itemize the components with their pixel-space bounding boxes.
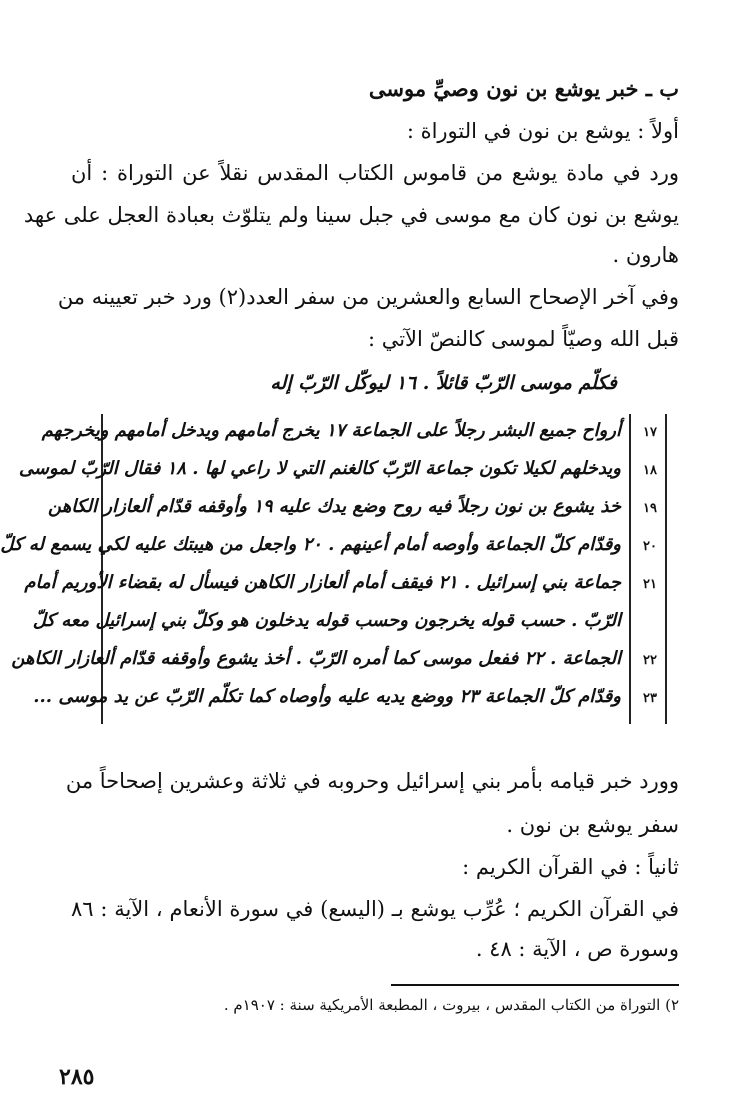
subsection-title-torah: أولاً : يوشع بن نون في التوراة : [406, 119, 679, 143]
verse-number: ٢١ [643, 577, 657, 592]
verse-text: جماعة بني إسرائيل . ٢١ فيقف أمام ألعازار الكاهن فيسأل له بقضاء الأوريم أمام [24, 572, 621, 593]
quote-intro: فكلّم موسى الرّبّ قائلاً . ١٦ ليوكّل الرّبّ إله [270, 372, 617, 394]
paragraph-line: وسورة ص ، الآية : ٤٨ . [475, 937, 679, 961]
verse-row [48, 490, 667, 528]
verse-text: أرواح جميع البشر رجلاً على الجماعة ١٧ يخرج أمامهم ويدخل أمامهم ويخرجهم [41, 420, 621, 441]
paragraph-line: ورد في مادة يوشع من قاموس الكتاب المقدس نقلاً عن التوراة : أن [71, 161, 679, 185]
verse-row [0, 528, 667, 566]
section-heading: ب ـ خبر يوشع بن نون وصيِّ موسى [368, 76, 679, 101]
paragraph-line: يوشع بن نون كان مع موسى في جبل سينا ولم يتلوّث بعبادة العجل على عهد [23, 203, 679, 227]
paragraph-line: سفر يوشع بن نون . [506, 813, 679, 837]
document-page [1, 0, 749, 1120]
verse-text: ويدخلهم لكيلا تكون جماعة الرّبّ كالغنم التي لا راعي لها . ١٨ فقال الرّبّ لموسى [18, 458, 621, 479]
verse-row [32, 604, 667, 642]
page-number: ٢٨٥ [59, 1064, 95, 1090]
paragraph-line: قبل الله وصيّاً لموسى كالنصّ الآتي : [367, 327, 679, 351]
paragraph-line: وفي آخر الإصحاح السابع والعشرين من سفر العدد(٢) ورد خبر تعيينه من [57, 285, 679, 309]
verse-text: الرّبّ . حسب قوله يخرجون وحسب قوله يدخلون هو وكلّ بني إسرائيل معه كلّ [32, 610, 621, 631]
verse-number: ٢٠ [643, 539, 657, 554]
scripture-quote [0, 372, 667, 724]
paragraph-line: وورد خبر قيامه بأمر بني إسرائيل وحروبه في ثلاثة وعشرين إصحاحاً من [65, 769, 679, 793]
footnote-divider [391, 984, 679, 986]
verse-row [33, 680, 667, 718]
verse-row [41, 414, 667, 452]
subsection-title-quran: ثانياً : في القرآن الكريم : [462, 855, 679, 879]
verse-row [18, 452, 667, 490]
verse-text: وقدّام كلّ الجماعة وأوصه أمام أعينهم . ٢٠ واجعل من هيبتك عليه لكي يسمع له كلّ [0, 534, 621, 555]
verse-text: خذ يشوع بن نون رجلاً فيه روح وضع يدك عليه ١٩ وأوقفه قدّام ألعازار الكاهن [48, 496, 621, 517]
footnote: ٢) التوراة من الكتاب المقدس ، بيروت ، المطبعة الأمريكية سنة : ١٩٠٧م . [223, 996, 679, 1014]
verse-row [24, 566, 667, 604]
verse-text: الجماعة . ٢٢ ففعل موسى كما أمره الرّبّ . أخذ يشوع وأوقفه قدّام ألعازار الكاهن [11, 648, 621, 669]
verse-number: ١٧ [643, 425, 657, 440]
paragraph-line: هارون . [612, 243, 679, 267]
verse-number: ١٨ [643, 463, 657, 478]
verse-text: وقدّام كلّ الجماعة ٢٣ ووضع يديه عليه وأوصاه كما تكلّم الرّبّ عن يد موسى ... [33, 686, 621, 707]
verse-number: ١٩ [643, 501, 657, 516]
verse-number: ٢٢ [643, 653, 657, 668]
paragraph-line: في القرآن الكريم ؛ عُرِّب يوشع بـ (اليسع) في سورة الأنعام ، الآية : ٨٦ [71, 897, 679, 921]
verse-row [11, 642, 667, 680]
verse-number: ٢٣ [643, 691, 657, 706]
